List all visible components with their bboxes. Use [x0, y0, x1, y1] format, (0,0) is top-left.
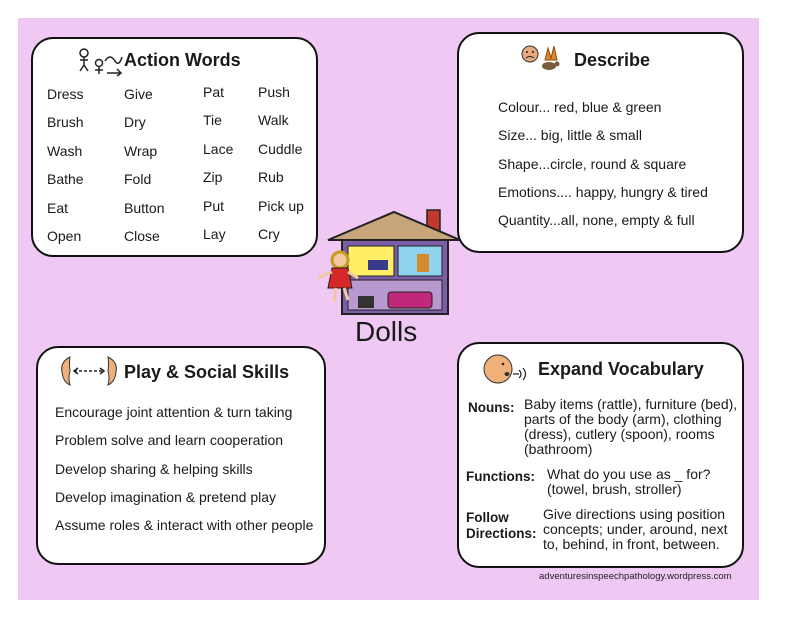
- play-skill-line: Assume roles & interact with other people: [55, 517, 314, 534]
- website-credit: adventuresinspeechpathology.wordpress.com: [539, 571, 732, 582]
- action-word: Dry: [124, 114, 146, 131]
- describe-line: Emotions.... happy, hungry & tired: [498, 183, 708, 200]
- action-words-card: [31, 37, 318, 257]
- action-word: Open: [47, 228, 82, 244]
- action-word: Button: [124, 199, 165, 216]
- action-word: Give: [124, 86, 153, 102]
- action-word: Wash: [47, 142, 83, 159]
- describe-line: Size... big, little & small: [498, 127, 642, 144]
- functions-label: Functions:: [466, 469, 535, 484]
- action-symbols-icon: [77, 47, 123, 77]
- action-word: Cry: [258, 226, 280, 242]
- play-skill-line: Develop imagination & pretend play: [55, 488, 277, 505]
- dollhouse-icon: [314, 208, 460, 318]
- describe-line: Quantity...all, none, empty & full: [498, 212, 695, 229]
- text-line: Follow: [466, 510, 509, 525]
- action-word: Walk: [258, 112, 289, 129]
- describe-title: Describe: [574, 50, 651, 70]
- play-skill-line: Problem solve and learn cooperation: [55, 432, 284, 449]
- action-word: Push: [258, 84, 290, 100]
- dollhouse-illustration: [314, 208, 460, 318]
- action-word: Bathe: [47, 171, 84, 188]
- action-word: Rub: [258, 169, 284, 186]
- action-word: Wrap: [124, 142, 158, 159]
- play-social-title: Play & Social Skills: [124, 362, 290, 382]
- expand-vocabulary-card: [457, 342, 744, 568]
- follow-directions-text: [543, 507, 727, 552]
- action-word: Zip: [203, 169, 223, 186]
- functions-text: [547, 467, 710, 497]
- play-skill-line: Encourage joint attention & turn taking: [55, 404, 293, 420]
- play-social-card: [36, 346, 326, 565]
- emotion-faces-icon: [521, 44, 569, 72]
- action-word: Cuddle: [258, 140, 303, 157]
- text-line: to, behind, in front, between.: [543, 536, 720, 552]
- action-word: Lay: [203, 226, 226, 242]
- text-line: What do you use as _ for?: [547, 466, 711, 482]
- action-word: Tie: [203, 112, 222, 129]
- nouns-label: Nouns:: [468, 400, 515, 415]
- action-word: Dress: [47, 86, 84, 102]
- text-line: concepts; under, around, next: [543, 521, 728, 537]
- action-word: Eat: [47, 199, 69, 216]
- interaction-faces-icon: [58, 354, 120, 388]
- action-words-title: Action Words: [124, 50, 241, 70]
- text-line: Directions:: [466, 526, 537, 541]
- action-word: Fold: [124, 171, 152, 188]
- text-line: parts of the body (arm), clothing: [524, 411, 722, 427]
- action-word: Pick up: [258, 197, 304, 214]
- action-word: Close: [124, 228, 160, 244]
- expand-vocabulary-title: Expand Vocabulary: [538, 359, 704, 379]
- action-word: Put: [203, 197, 225, 214]
- describe-card: [457, 32, 744, 253]
- play-skill-line: Develop sharing & helping skills: [55, 460, 253, 477]
- text-line: (bathroom): [524, 441, 593, 457]
- action-word: Brush: [47, 114, 84, 131]
- describe-line: Shape...circle, round & square: [498, 155, 687, 172]
- action-word: Lace: [203, 140, 234, 157]
- nouns-text: [524, 397, 737, 457]
- text-line: Baby items (rattle), furniture (bed),: [524, 396, 738, 412]
- text-line: (towel, brush, stroller): [547, 481, 682, 497]
- describe-line: Colour... red, blue & green: [498, 99, 662, 115]
- follow-directions-label: [466, 510, 537, 542]
- center-title: Dolls: [355, 316, 418, 347]
- action-word: Pat: [203, 84, 225, 100]
- text-line: Give directions using position: [543, 506, 726, 522]
- speaking-face-icon: [483, 352, 531, 386]
- text-line: (dress), cutlery (spoon), rooms: [524, 426, 715, 442]
